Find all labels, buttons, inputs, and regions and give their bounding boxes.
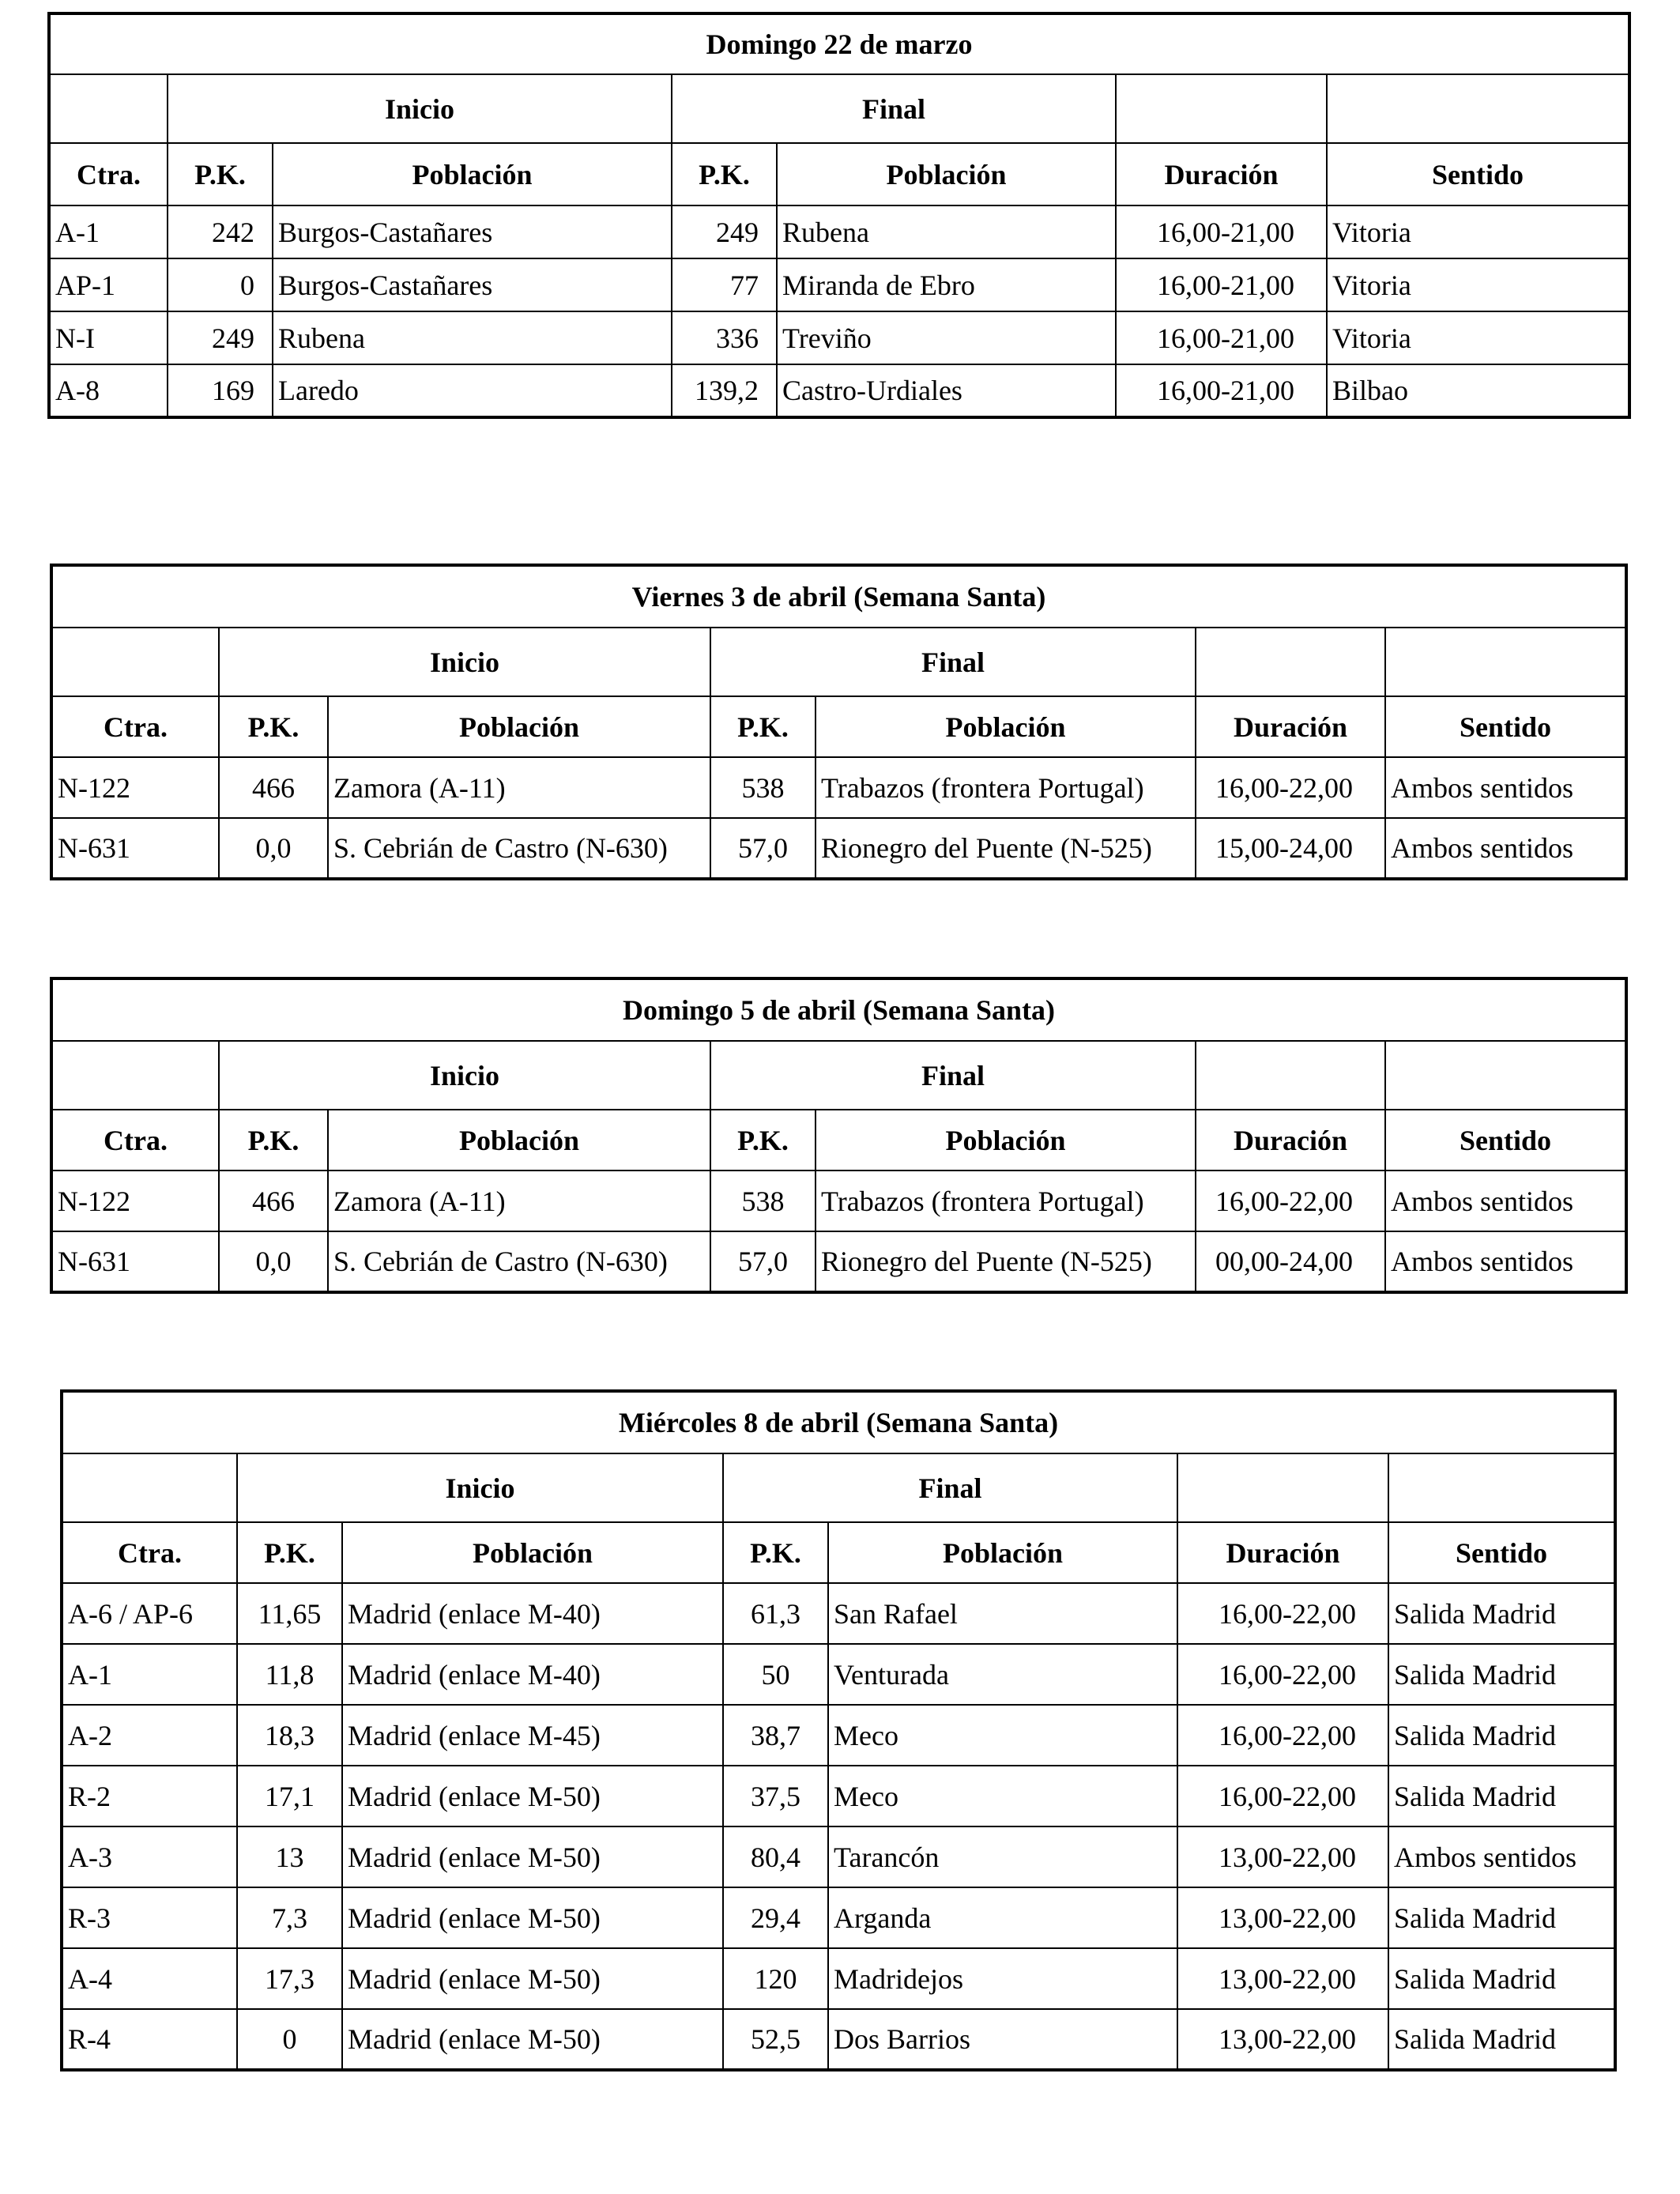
poblacion-final-cell: Castro-Urdiales (777, 364, 1116, 417)
ctra-cell: N-122 (51, 757, 219, 818)
poblacion-final-cell: Meco (828, 1705, 1177, 1766)
blank-cell (49, 74, 168, 143)
sentido-cell: Ambos sentidos (1385, 1171, 1626, 1231)
ctra-cell: A-2 (62, 1705, 237, 1766)
sentido-cell: Ambos sentidos (1385, 818, 1626, 879)
inicio-header: Inicio (237, 1453, 723, 1522)
ctra-cell: N-I (49, 311, 168, 364)
poblacion-inicio-cell: Zamora (A-11) (328, 757, 710, 818)
pk-final-cell: 50 (723, 1644, 828, 1705)
table-title-row (62, 1391, 1615, 1453)
table-title: Domingo 22 de marzo (49, 13, 1629, 74)
ctra-header: Ctra. (62, 1522, 237, 1583)
table-title: Domingo 5 de abril (Semana Santa) (51, 978, 1626, 1041)
pk-inicio-cell: 17,3 (237, 1948, 342, 2009)
duracion-cell: 16,00-21,00 (1116, 258, 1327, 311)
sentido-cell: Salida Madrid (1388, 1583, 1615, 1644)
poblacion-final-cell: Tarancón (828, 1826, 1177, 1887)
duracion-cell: 13,00-22,00 (1177, 1887, 1388, 1948)
poblacion-inicio-cell: S. Cebrián de Castro (N-630) (328, 818, 710, 879)
final-header: Final (710, 628, 1196, 696)
schedule-table-8-abril (60, 1389, 1617, 2071)
pk-final-cell: 37,5 (723, 1766, 828, 1826)
sentido-cell: Vitoria (1327, 258, 1629, 311)
duracion-header: Duración (1196, 696, 1385, 757)
pk-inicio-header: P.K. (168, 143, 273, 205)
sentido-cell: Ambos sentidos (1385, 757, 1626, 818)
duracion-header: Duración (1116, 143, 1327, 205)
table-row (51, 757, 1626, 818)
table-row (62, 1766, 1615, 1826)
table-title-row (51, 978, 1626, 1041)
sentido-header: Sentido (1327, 143, 1629, 205)
pk-inicio-cell: 169 (168, 364, 273, 417)
duracion-cell: 16,00-21,00 (1116, 364, 1327, 417)
final-header: Final (710, 1041, 1196, 1110)
ctra-header: Ctra. (49, 143, 168, 205)
table-row (62, 1583, 1615, 1644)
pk-final-cell: 61,3 (723, 1583, 828, 1644)
ctra-cell: A-1 (49, 205, 168, 258)
pk-inicio-cell: 18,3 (237, 1705, 342, 1766)
poblacion-inicio-cell: Zamora (A-11) (328, 1171, 710, 1231)
column-header-row (51, 696, 1626, 757)
pk-final-cell: 77 (672, 258, 777, 311)
ctra-cell: R-4 (62, 2009, 237, 2070)
sentido-header: Sentido (1385, 696, 1626, 757)
column-header-row (62, 1522, 1615, 1583)
pk-final-cell: 538 (710, 1171, 816, 1231)
duracion-cell: 16,00-22,00 (1177, 1583, 1388, 1644)
pk-inicio-cell: 17,1 (237, 1766, 342, 1826)
table-row (62, 1826, 1615, 1887)
duracion-cell: 16,00-21,00 (1116, 205, 1327, 258)
sentido-cell: Ambos sentidos (1385, 1231, 1626, 1292)
blank-cell (1196, 1041, 1385, 1110)
poblacion-final-cell: Miranda de Ebro (777, 258, 1116, 311)
sentido-cell: Salida Madrid (1388, 1644, 1615, 1705)
duracion-cell: 16,00-22,00 (1177, 1766, 1388, 1826)
table-row (49, 364, 1629, 417)
blank-cell (1327, 74, 1629, 143)
pk-final-cell: 139,2 (672, 364, 777, 417)
pk-final-header: P.K. (723, 1522, 828, 1583)
table-row (49, 205, 1629, 258)
pk-final-header: P.K. (672, 143, 777, 205)
pk-inicio-cell: 249 (168, 311, 273, 364)
pk-inicio-cell: 11,8 (237, 1644, 342, 1705)
pk-final-cell: 120 (723, 1948, 828, 2009)
pk-final-cell: 29,4 (723, 1887, 828, 1948)
group-header-row (62, 1453, 1615, 1522)
sentido-header: Sentido (1385, 1110, 1626, 1171)
pk-final-cell: 538 (710, 757, 816, 818)
sentido-cell: Salida Madrid (1388, 2009, 1615, 2070)
poblacion-final-cell: Rubena (777, 205, 1116, 258)
poblacion-inicio-header: Población (273, 143, 672, 205)
blank-cell (1116, 74, 1327, 143)
poblacion-inicio-cell: Laredo (273, 364, 672, 417)
pk-final-cell: 57,0 (710, 1231, 816, 1292)
poblacion-inicio-cell: Madrid (enlace M-50) (342, 1887, 723, 1948)
poblacion-inicio-header: Población (342, 1522, 723, 1583)
pk-inicio-cell: 0,0 (219, 1231, 328, 1292)
table-title: Miércoles 8 de abril (Semana Santa) (62, 1391, 1615, 1453)
poblacion-final-header: Población (816, 1110, 1196, 1171)
sentido-cell: Vitoria (1327, 205, 1629, 258)
duracion-cell: 00,00-24,00 (1196, 1231, 1385, 1292)
ctra-cell: A-6 / AP-6 (62, 1583, 237, 1644)
duracion-header: Duración (1196, 1110, 1385, 1171)
poblacion-inicio-cell: Burgos-Castañares (273, 205, 672, 258)
pk-final-header: P.K. (710, 696, 816, 757)
poblacion-inicio-cell: Madrid (enlace M-40) (342, 1583, 723, 1644)
table-row (62, 1705, 1615, 1766)
poblacion-final-cell: Rionegro del Puente (N-525) (816, 818, 1196, 879)
ctra-header: Ctra. (51, 696, 219, 757)
ctra-cell: R-2 (62, 1766, 237, 1826)
poblacion-inicio-header: Población (328, 696, 710, 757)
ctra-cell: A-4 (62, 1948, 237, 2009)
duracion-cell: 13,00-22,00 (1177, 2009, 1388, 2070)
ctra-cell: A-8 (49, 364, 168, 417)
pk-final-cell: 249 (672, 205, 777, 258)
ctra-cell: N-122 (51, 1171, 219, 1231)
inicio-header: Inicio (219, 1041, 710, 1110)
pk-inicio-cell: 0 (168, 258, 273, 311)
table-row (51, 1231, 1626, 1292)
ctra-cell: A-1 (62, 1644, 237, 1705)
pk-final-cell: 336 (672, 311, 777, 364)
poblacion-inicio-cell: Madrid (enlace M-40) (342, 1644, 723, 1705)
ctra-cell: A-3 (62, 1826, 237, 1887)
sentido-cell: Ambos sentidos (1388, 1826, 1615, 1887)
pk-final-header: P.K. (710, 1110, 816, 1171)
table-row (49, 258, 1629, 311)
poblacion-final-header: Población (816, 696, 1196, 757)
table-title-row (51, 565, 1626, 628)
final-header: Final (672, 74, 1116, 143)
pk-inicio-cell: 466 (219, 1171, 328, 1231)
table-row (49, 311, 1629, 364)
duracion-cell: 13,00-22,00 (1177, 1948, 1388, 2009)
poblacion-inicio-header: Población (328, 1110, 710, 1171)
pk-inicio-header: P.K. (219, 696, 328, 757)
poblacion-inicio-cell: Madrid (enlace M-50) (342, 1766, 723, 1826)
poblacion-final-cell: Venturada (828, 1644, 1177, 1705)
ctra-cell: N-631 (51, 1231, 219, 1292)
sentido-cell: Vitoria (1327, 311, 1629, 364)
poblacion-final-cell: Arganda (828, 1887, 1177, 1948)
blank-cell (51, 628, 219, 696)
pk-final-cell: 38,7 (723, 1705, 828, 1766)
pk-final-cell: 52,5 (723, 2009, 828, 2070)
table-row (51, 818, 1626, 879)
sentido-header: Sentido (1388, 1522, 1615, 1583)
inicio-header: Inicio (219, 628, 710, 696)
pk-final-cell: 80,4 (723, 1826, 828, 1887)
poblacion-final-cell: Dos Barrios (828, 2009, 1177, 2070)
pk-inicio-header: P.K. (237, 1522, 342, 1583)
table-row (62, 1948, 1615, 2009)
pk-inicio-cell: 242 (168, 205, 273, 258)
sentido-cell: Salida Madrid (1388, 1705, 1615, 1766)
poblacion-inicio-cell: Rubena (273, 311, 672, 364)
sentido-cell: Salida Madrid (1388, 1766, 1615, 1826)
blank-cell (62, 1453, 237, 1522)
poblacion-final-cell: San Rafael (828, 1583, 1177, 1644)
blank-cell (51, 1041, 219, 1110)
table-row (62, 1644, 1615, 1705)
duracion-cell: 16,00-22,00 (1196, 757, 1385, 818)
blank-cell (1385, 1041, 1626, 1110)
poblacion-inicio-cell: S. Cebrián de Castro (N-630) (328, 1231, 710, 1292)
blank-cell (1177, 1453, 1388, 1522)
duracion-cell: 13,00-22,00 (1177, 1826, 1388, 1887)
sentido-cell: Bilbao (1327, 364, 1629, 417)
poblacion-final-cell: Rionegro del Puente (N-525) (816, 1231, 1196, 1292)
duracion-cell: 16,00-21,00 (1116, 311, 1327, 364)
ctra-header: Ctra. (51, 1110, 219, 1171)
schedule-table-5-abril (50, 977, 1628, 1294)
pk-inicio-cell: 13 (237, 1826, 342, 1887)
duracion-cell: 16,00-22,00 (1177, 1644, 1388, 1705)
pk-inicio-header: P.K. (219, 1110, 328, 1171)
duracion-cell: 16,00-22,00 (1177, 1705, 1388, 1766)
poblacion-inicio-cell: Madrid (enlace M-50) (342, 1948, 723, 2009)
poblacion-final-header: Población (777, 143, 1116, 205)
poblacion-final-header: Población (828, 1522, 1177, 1583)
inicio-header: Inicio (168, 74, 672, 143)
poblacion-inicio-cell: Burgos-Castañares (273, 258, 672, 311)
blank-cell (1385, 628, 1626, 696)
blank-cell (1196, 628, 1385, 696)
duracion-header: Duración (1177, 1522, 1388, 1583)
table-row (62, 2009, 1615, 2070)
group-header-row (49, 74, 1629, 143)
final-header: Final (723, 1453, 1177, 1522)
pk-inicio-cell: 466 (219, 757, 328, 818)
pk-inicio-cell: 0,0 (219, 818, 328, 879)
pk-final-cell: 57,0 (710, 818, 816, 879)
poblacion-final-cell: Trabazos (frontera Portugal) (816, 1171, 1196, 1231)
poblacion-final-cell: Treviño (777, 311, 1116, 364)
ctra-cell: N-631 (51, 818, 219, 879)
poblacion-final-cell: Trabazos (frontera Portugal) (816, 757, 1196, 818)
ctra-cell: AP-1 (49, 258, 168, 311)
blank-cell (1388, 1453, 1615, 1522)
poblacion-inicio-cell: Madrid (enlace M-50) (342, 1826, 723, 1887)
ctra-cell: R-3 (62, 1887, 237, 1948)
pk-inicio-cell: 11,65 (237, 1583, 342, 1644)
duracion-cell: 15,00-24,00 (1196, 818, 1385, 879)
table-title-row (49, 13, 1629, 74)
poblacion-final-cell: Meco (828, 1766, 1177, 1826)
duracion-cell: 16,00-22,00 (1196, 1171, 1385, 1231)
pk-inicio-cell: 7,3 (237, 1887, 342, 1948)
schedule-table-3-abril (50, 564, 1628, 880)
poblacion-inicio-cell: Madrid (enlace M-50) (342, 2009, 723, 2070)
poblacion-final-cell: Madridejos (828, 1948, 1177, 2009)
poblacion-inicio-cell: Madrid (enlace M-45) (342, 1705, 723, 1766)
table-row (62, 1887, 1615, 1948)
column-header-row (51, 1110, 1626, 1171)
column-header-row (49, 143, 1629, 205)
sentido-cell: Salida Madrid (1388, 1948, 1615, 2009)
table-title: Viernes 3 de abril (Semana Santa) (51, 565, 1626, 628)
pk-inicio-cell: 0 (237, 2009, 342, 2070)
group-header-row (51, 628, 1626, 696)
schedule-table-22-marzo (47, 12, 1631, 419)
table-row (51, 1171, 1626, 1231)
sentido-cell: Salida Madrid (1388, 1887, 1615, 1948)
group-header-row (51, 1041, 1626, 1110)
